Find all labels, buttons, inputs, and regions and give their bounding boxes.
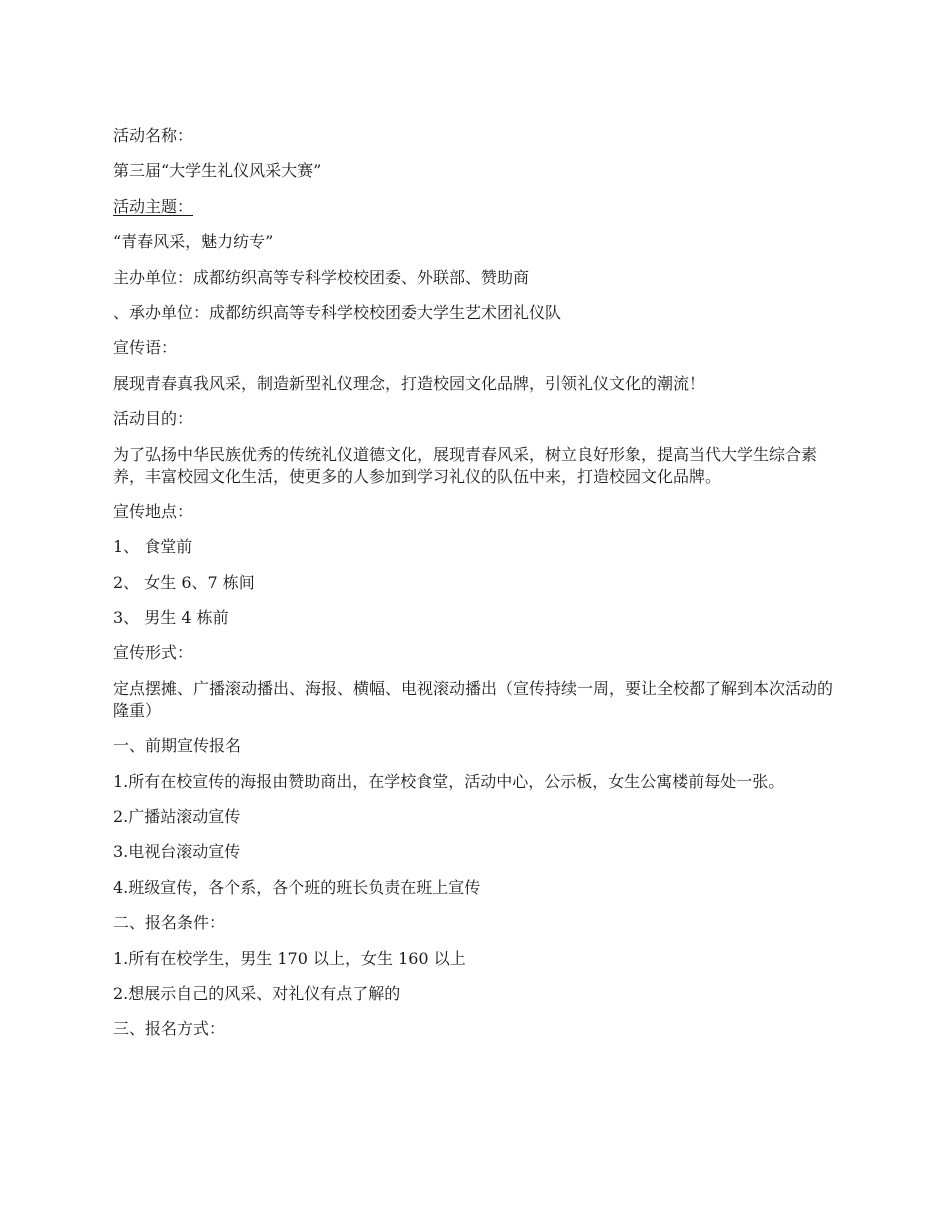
section-1-item: 4.班级宣传，各个系，各个班的班长负责在班上宣传 — [113, 877, 481, 897]
label-promo-forms: 宣传形式： — [113, 643, 194, 663]
section-1-item: 1.所有在校宣传的海报由赞助商出，在学校食堂，活动中心，公示板，女生公寓楼前每处一张。 — [113, 771, 785, 791]
section-heading-3: 三、报名方式： — [113, 1019, 226, 1039]
promo-location-item: 2、 女生 6、7 栋间 — [113, 572, 255, 592]
label-slogan: 宣传语： — [113, 338, 178, 358]
document-page — [113, 125, 843, 1054]
promo-location-item: 3、 男生 4 栋前 — [113, 608, 229, 628]
purpose-text: 为了弘扬中华民族优秀的传统礼仪道德文化，展现青春风采，树立良好形象，提高当代大学生综合素养，丰富校园文化生活，使更多的人参加到学习礼仪的队伍中来，打造校园文化品牌。 — [113, 444, 818, 486]
section-1-item: 2.广播站滚动宣传 — [113, 807, 241, 827]
activity-name-value: 第三届“大学生礼仪风采大赛” — [113, 161, 322, 181]
section-1-item: 3.电视台滚动宣传 — [113, 842, 241, 862]
promo-location-item: 1、 食堂前 — [113, 537, 193, 557]
activity-theme-value: “青春风采，魅力纺专” — [113, 232, 274, 252]
section-heading-1: 一、前期宣传报名 — [113, 736, 242, 756]
slogan-value: 展现青春真我风采，制造新型礼仪理念，打造校园文化品牌，引领礼仪文化的潮流！ — [113, 373, 706, 393]
label-promo-locations: 宣传地点： — [113, 501, 194, 521]
section-heading-2: 二、报名条件： — [113, 913, 226, 933]
label-purpose: 活动目的： — [113, 409, 194, 429]
organizer-line: 主办单位：成都纺织高等专科学校校团委、外联部、赞助商 — [113, 267, 530, 287]
promo-forms-text: 定点摆摊、广播滚动播出、海报、横幅、电视滚动播出（宣传持续一周，要让全校都了解到本次活动的隆重） — [113, 678, 834, 720]
label-activity-name: 活动名称： — [113, 126, 194, 145]
section-2-item: 1.所有在校学生，男生 170 以上，女生 160 以上 — [113, 948, 466, 968]
label-activity-theme — [113, 196, 843, 218]
co-organizer-line: 、承办单位：成都纺织高等专科学校校团委大学生艺术团礼仪队 — [113, 302, 562, 322]
label-activity-theme-text: 活动主题： — [113, 196, 194, 216]
section-2-item: 2.想展示自己的风采、对礼仪有点了解的 — [113, 983, 401, 1003]
